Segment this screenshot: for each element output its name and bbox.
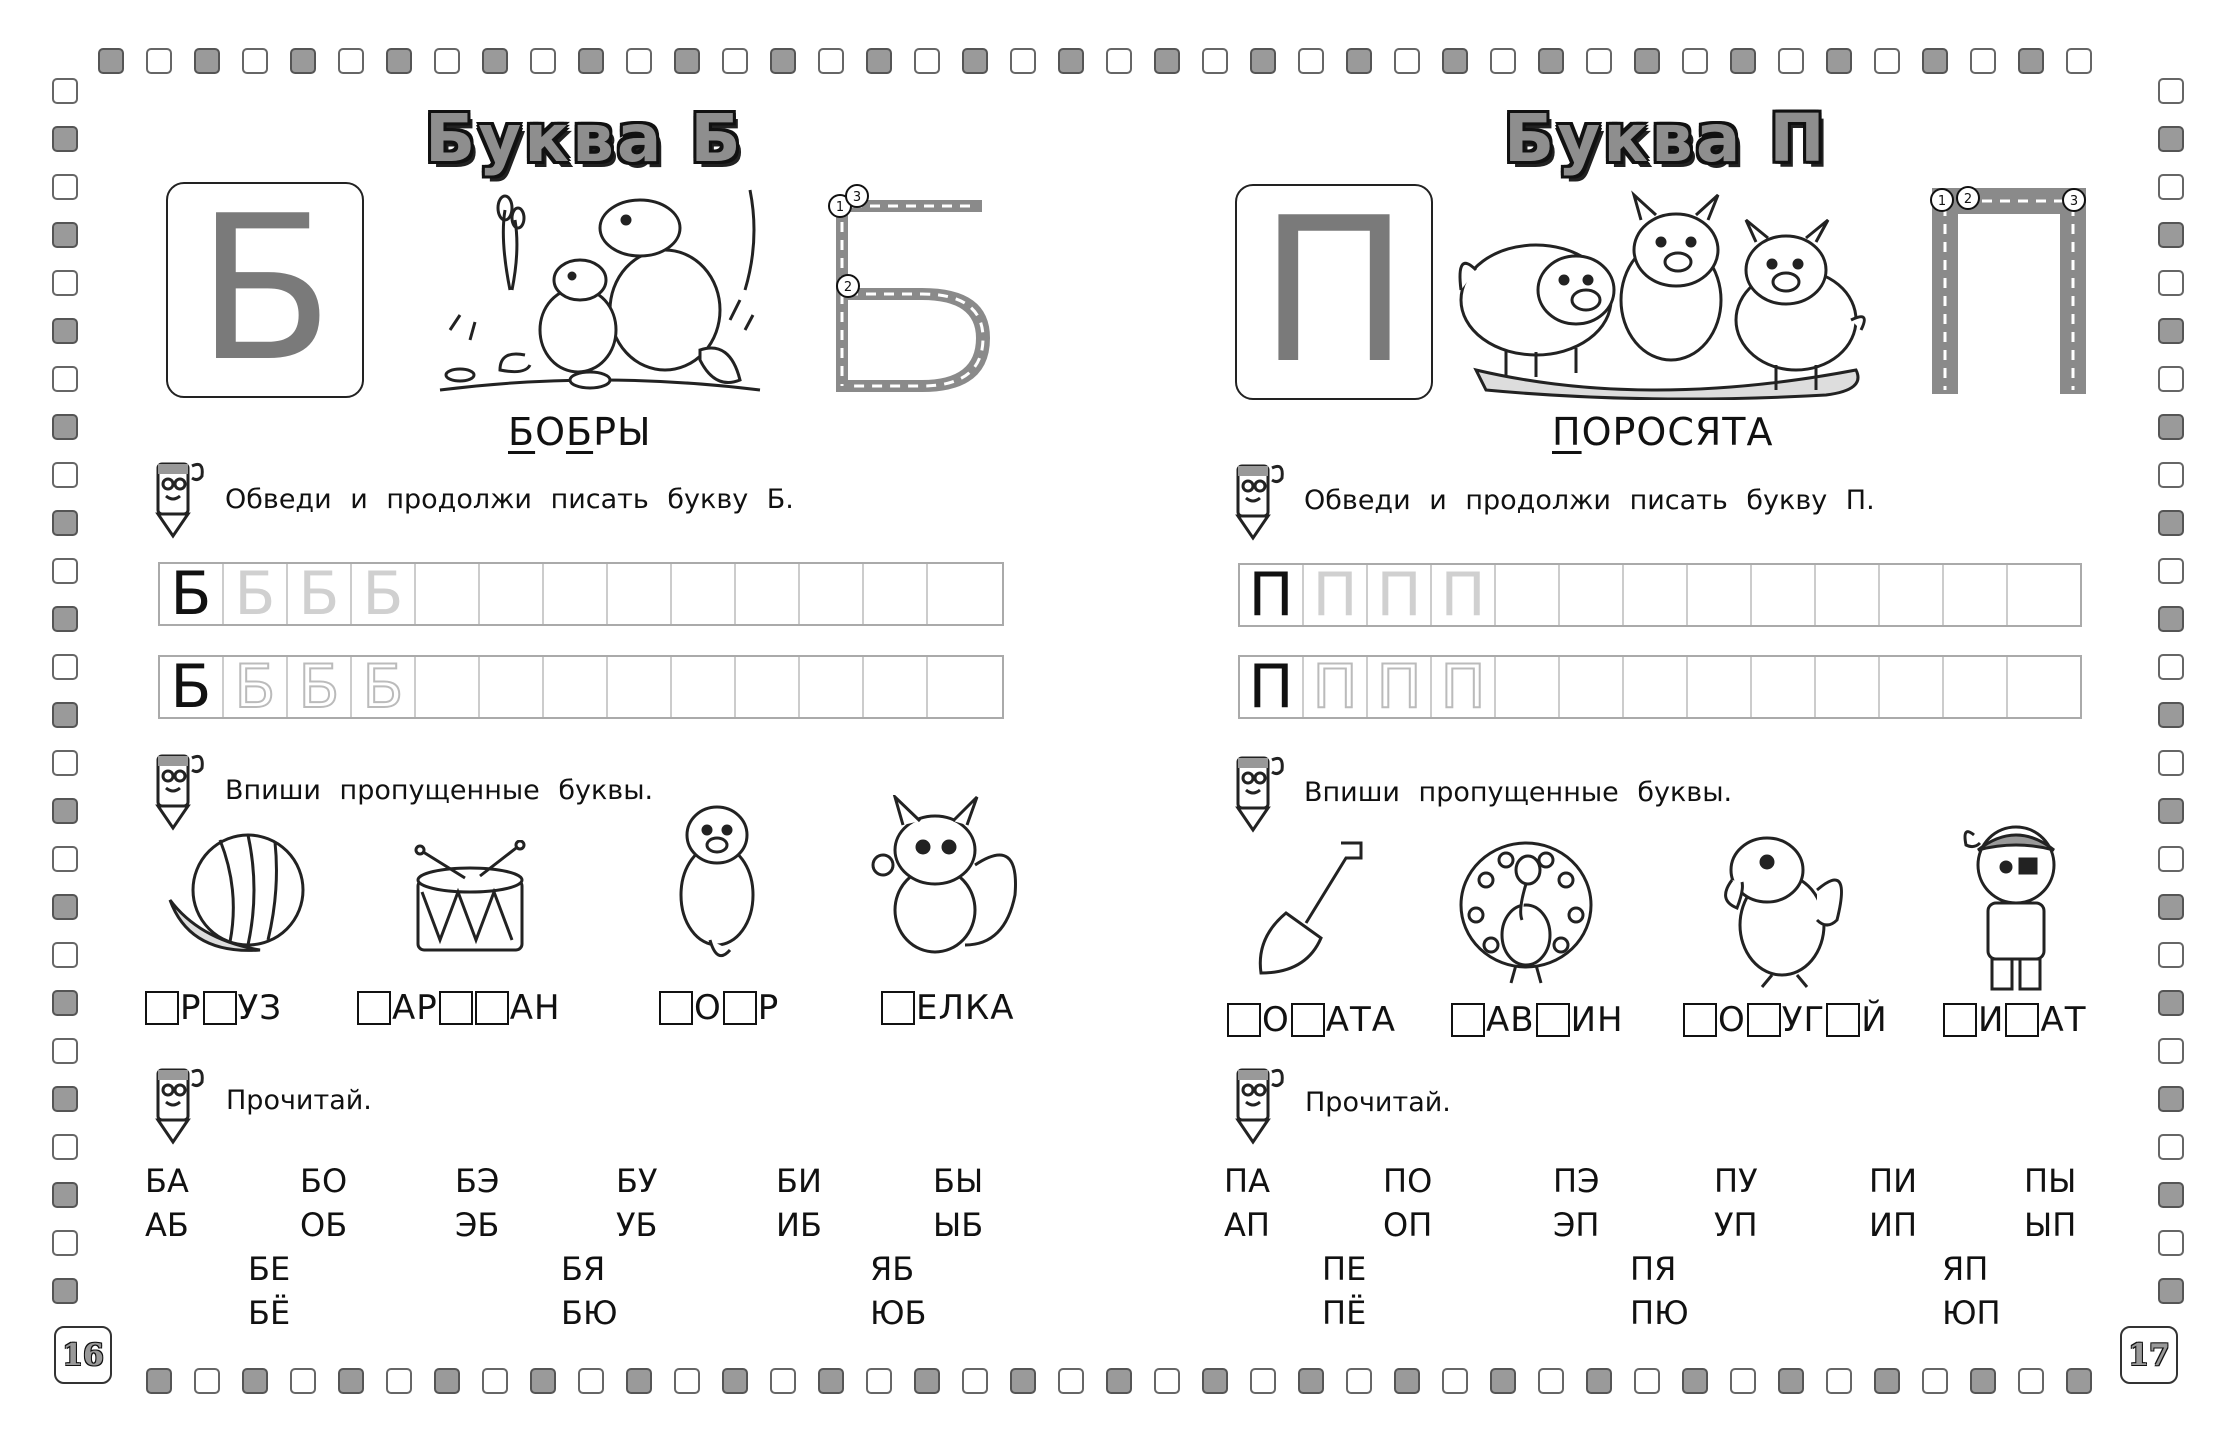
syllable: ОП (1383, 1206, 1433, 1244)
syllable: БЁ (248, 1294, 291, 1332)
syllable: ПЕ (1322, 1250, 1367, 1288)
squirrel-icon (865, 795, 1025, 960)
letter-blank[interactable] (1291, 1003, 1325, 1037)
piglets-illustration (1446, 180, 1896, 400)
trace-cell[interactable]: П (1368, 657, 1432, 717)
trace-cell[interactable]: П (1368, 565, 1432, 625)
page-right (1116, 0, 2232, 1445)
trace-step-1: 1 (835, 200, 845, 215)
syllable: ИП (1869, 1206, 1917, 1244)
word-part: АТ (2040, 1000, 2087, 1040)
trace-row-1 (158, 559, 1004, 629)
trace-step-2: 2 (843, 280, 853, 295)
empty-cell[interactable] (608, 564, 672, 624)
word-part: О (535, 410, 566, 454)
syllable: АБ (145, 1206, 189, 1244)
trace-row-2 (158, 652, 1004, 722)
fill-word-4 (880, 988, 1014, 1028)
letter-blank[interactable] (475, 991, 509, 1025)
word-part: ЕЛКА (916, 988, 1015, 1028)
peacock-icon (1456, 830, 1596, 990)
letter-blank[interactable] (1747, 1003, 1781, 1037)
trace-cell[interactable]: П (1240, 657, 1304, 717)
word-part: УЗ (237, 988, 283, 1028)
fill-word-2 (1450, 1000, 1624, 1040)
watermelon-icon (160, 830, 310, 960)
empty-cell[interactable] (544, 657, 608, 717)
empty-cell[interactable] (1496, 657, 1560, 717)
trace-cell[interactable]: Б (288, 657, 352, 717)
empty-cell[interactable] (2008, 657, 2072, 717)
instruction-trace: Обведи и продолжи писать букву П. (1304, 485, 1875, 516)
empty-cell[interactable] (1688, 565, 1752, 625)
letter-blank[interactable] (1683, 1003, 1717, 1037)
empty-cell[interactable] (416, 564, 480, 624)
fill-word-3 (658, 988, 779, 1028)
letter-blank[interactable] (439, 991, 473, 1025)
trace-step-3: 3 (2069, 194, 2079, 209)
empty-cell[interactable] (800, 657, 864, 717)
empty-cell[interactable] (1944, 657, 2008, 717)
syllable: АП (1224, 1206, 1270, 1244)
instruction-fill: Впиши пропущенные буквы. (1304, 777, 1733, 808)
syllable: ЭП (1553, 1206, 1600, 1244)
pencil-mascot-icon (1224, 458, 1294, 542)
letter-blank[interactable] (1943, 1003, 1977, 1037)
instruction-read: Прочитай. (1305, 1087, 1451, 1118)
trace-cell[interactable]: Б (288, 564, 352, 624)
word-part: ИН (1570, 1000, 1624, 1040)
letter-blank[interactable] (203, 991, 237, 1025)
letter-blank[interactable] (723, 991, 757, 1025)
word-letter-highlight: П (1552, 410, 1582, 454)
word-part: О (1262, 1000, 1290, 1040)
syllable: БУ (616, 1162, 658, 1200)
syllable: ОБ (300, 1206, 348, 1244)
syllable: ПА (1224, 1162, 1270, 1200)
parrot-icon (1712, 830, 1852, 990)
word-letter-highlight: Б (508, 410, 536, 454)
empty-cell[interactable] (1560, 657, 1624, 717)
empty-cell[interactable] (736, 564, 800, 624)
letter-blank[interactable] (1227, 1003, 1261, 1037)
letter-blank[interactable] (145, 991, 179, 1025)
fill-word-3 (1682, 1000, 1888, 1040)
trace-cell[interactable]: Б (160, 564, 224, 624)
beaver-icon (670, 800, 765, 965)
big-letter: П (1258, 175, 1410, 408)
syllable: БЫ (933, 1162, 984, 1200)
letter-blank[interactable] (659, 991, 693, 1025)
page-number: 17 (2120, 1326, 2178, 1384)
empty-cell[interactable] (544, 564, 608, 624)
syllable: ПЭ (1553, 1162, 1600, 1200)
big-letter-card (1235, 175, 1433, 408)
syllable: БЕ (248, 1250, 291, 1288)
syllable: ПЯ (1630, 1250, 1677, 1288)
empty-cell[interactable] (1624, 657, 1688, 717)
empty-cell[interactable] (736, 657, 800, 717)
trace-row-1 (1238, 560, 2082, 630)
syllable: ПУ (1714, 1162, 1758, 1200)
instruction-read: Прочитай. (226, 1085, 372, 1116)
letter-blank[interactable] (881, 991, 915, 1025)
syllable: ЯП (1942, 1250, 1989, 1288)
fill-word-1 (144, 988, 282, 1028)
trace-step-2: 2 (1963, 192, 1973, 207)
pencil-mascot-icon (144, 1062, 214, 1146)
syllable: ЮБ (870, 1294, 927, 1332)
word-part: И (1978, 1000, 2005, 1040)
syllable: ПЮ (1630, 1294, 1689, 1332)
fill-word-1 (1226, 1000, 1396, 1040)
empty-cell[interactable] (480, 564, 544, 624)
empty-cell[interactable] (1624, 565, 1688, 625)
empty-cell[interactable] (1944, 565, 2008, 625)
syllable: ПЫ (2024, 1162, 2077, 1200)
letter-blank[interactable] (1451, 1003, 1485, 1037)
word-part: АВ (1486, 1000, 1535, 1040)
word-letter-highlight: Б (566, 410, 594, 454)
empty-cell[interactable] (1496, 565, 1560, 625)
syllable: ЮП (1942, 1294, 2001, 1332)
word-part: Р (757, 988, 780, 1028)
word-part: О (1718, 1000, 1746, 1040)
page-title: Буква П (1504, 100, 1828, 177)
trace-cell[interactable]: Б (352, 564, 416, 624)
fill-word-2 (356, 988, 561, 1028)
empty-cell[interactable] (928, 657, 992, 717)
empty-cell[interactable] (672, 657, 736, 717)
empty-cell[interactable] (672, 564, 736, 624)
empty-cell[interactable] (1688, 657, 1752, 717)
example-word (1552, 410, 1773, 454)
empty-cell[interactable] (480, 657, 544, 717)
trace-cell[interactable]: Б (224, 564, 288, 624)
empty-cell[interactable] (1880, 565, 1944, 625)
syllable: ИБ (776, 1206, 822, 1244)
instruction-trace: Обведи и продолжи писать букву Б. (225, 484, 794, 515)
trace-cell[interactable]: Б (224, 657, 288, 717)
trace-cell[interactable]: П (1432, 565, 1496, 625)
empty-cell[interactable] (2008, 565, 2072, 625)
syllable: БЭ (455, 1162, 500, 1200)
empty-cell[interactable] (1816, 657, 1880, 717)
syllable: БЯ (561, 1250, 606, 1288)
word-part: УГ (1781, 1000, 1826, 1040)
syllable: БА (145, 1162, 189, 1200)
instruction-fill: Впиши пропущенные буквы. (225, 775, 654, 806)
word-part: ОРОСЯТА (1581, 410, 1774, 454)
fill-word-4 (1942, 1000, 2086, 1040)
big-letter-card (166, 173, 364, 406)
syllable: ЫБ (933, 1206, 984, 1244)
syllable: ЯБ (870, 1250, 915, 1288)
letter-blank[interactable] (1536, 1003, 1570, 1037)
empty-cell[interactable] (864, 564, 928, 624)
word-part: Р (180, 988, 202, 1028)
trace-cell[interactable]: П (1240, 565, 1304, 625)
empty-cell[interactable] (416, 657, 480, 717)
trace-step-3: 3 (852, 190, 862, 205)
trace-cell[interactable]: П (1304, 565, 1368, 625)
empty-cell[interactable] (608, 657, 672, 717)
word-part: АР (392, 988, 438, 1028)
syllable: ПЁ (1322, 1294, 1367, 1332)
syllable: ПИ (1869, 1162, 1917, 1200)
word-part: О (694, 988, 722, 1028)
word-part: Й (1861, 1000, 1888, 1040)
syllable: ЭБ (455, 1206, 500, 1244)
empty-cell[interactable] (800, 564, 864, 624)
syllable: УБ (616, 1206, 658, 1244)
syllable: БИ (776, 1162, 822, 1200)
letter-trace-guide (822, 180, 1002, 402)
drum-icon (410, 840, 530, 960)
empty-cell[interactable] (928, 564, 992, 624)
empty-cell[interactable] (1752, 657, 1816, 717)
pencil-mascot-icon (144, 456, 214, 540)
letter-blank[interactable] (357, 991, 391, 1025)
empty-cell[interactable] (1880, 657, 1944, 717)
empty-cell[interactable] (1560, 565, 1624, 625)
syllable: БЮ (561, 1294, 618, 1332)
empty-cell[interactable] (1752, 565, 1816, 625)
trace-cell[interactable]: П (1432, 657, 1496, 717)
letter-blank[interactable] (2005, 1003, 2039, 1037)
empty-cell[interactable] (864, 657, 928, 717)
page-number: 16 (54, 1326, 112, 1384)
beavers-illustration (430, 180, 770, 400)
trace-cell[interactable]: П (1304, 657, 1368, 717)
pirate-icon (1954, 815, 2074, 995)
shovel-icon (1246, 838, 1366, 978)
trace-cell[interactable]: Б (160, 657, 224, 717)
syllable: ЫП (2024, 1206, 2077, 1244)
word-part: АТА (1325, 1000, 1397, 1040)
trace-cell[interactable]: Б (352, 657, 416, 717)
letter-trace-guide (1924, 180, 2094, 402)
letter-blank[interactable] (1826, 1003, 1860, 1037)
empty-cell[interactable] (1816, 565, 1880, 625)
pencil-mascot-icon (144, 748, 214, 832)
trace-step-1: 1 (1937, 194, 1947, 209)
page-title: Буква Б (425, 100, 744, 177)
trace-row-2 (1238, 652, 2082, 722)
example-word (508, 410, 652, 454)
pencil-mascot-icon (1224, 1062, 1294, 1146)
syllable: БО (300, 1162, 348, 1200)
syllable: ПО (1383, 1162, 1433, 1200)
pencil-mascot-icon (1224, 750, 1294, 834)
word-part: АН (509, 988, 561, 1028)
word-part: РЫ (593, 410, 652, 454)
syllable: УП (1714, 1206, 1758, 1244)
big-letter: Б (196, 173, 334, 406)
